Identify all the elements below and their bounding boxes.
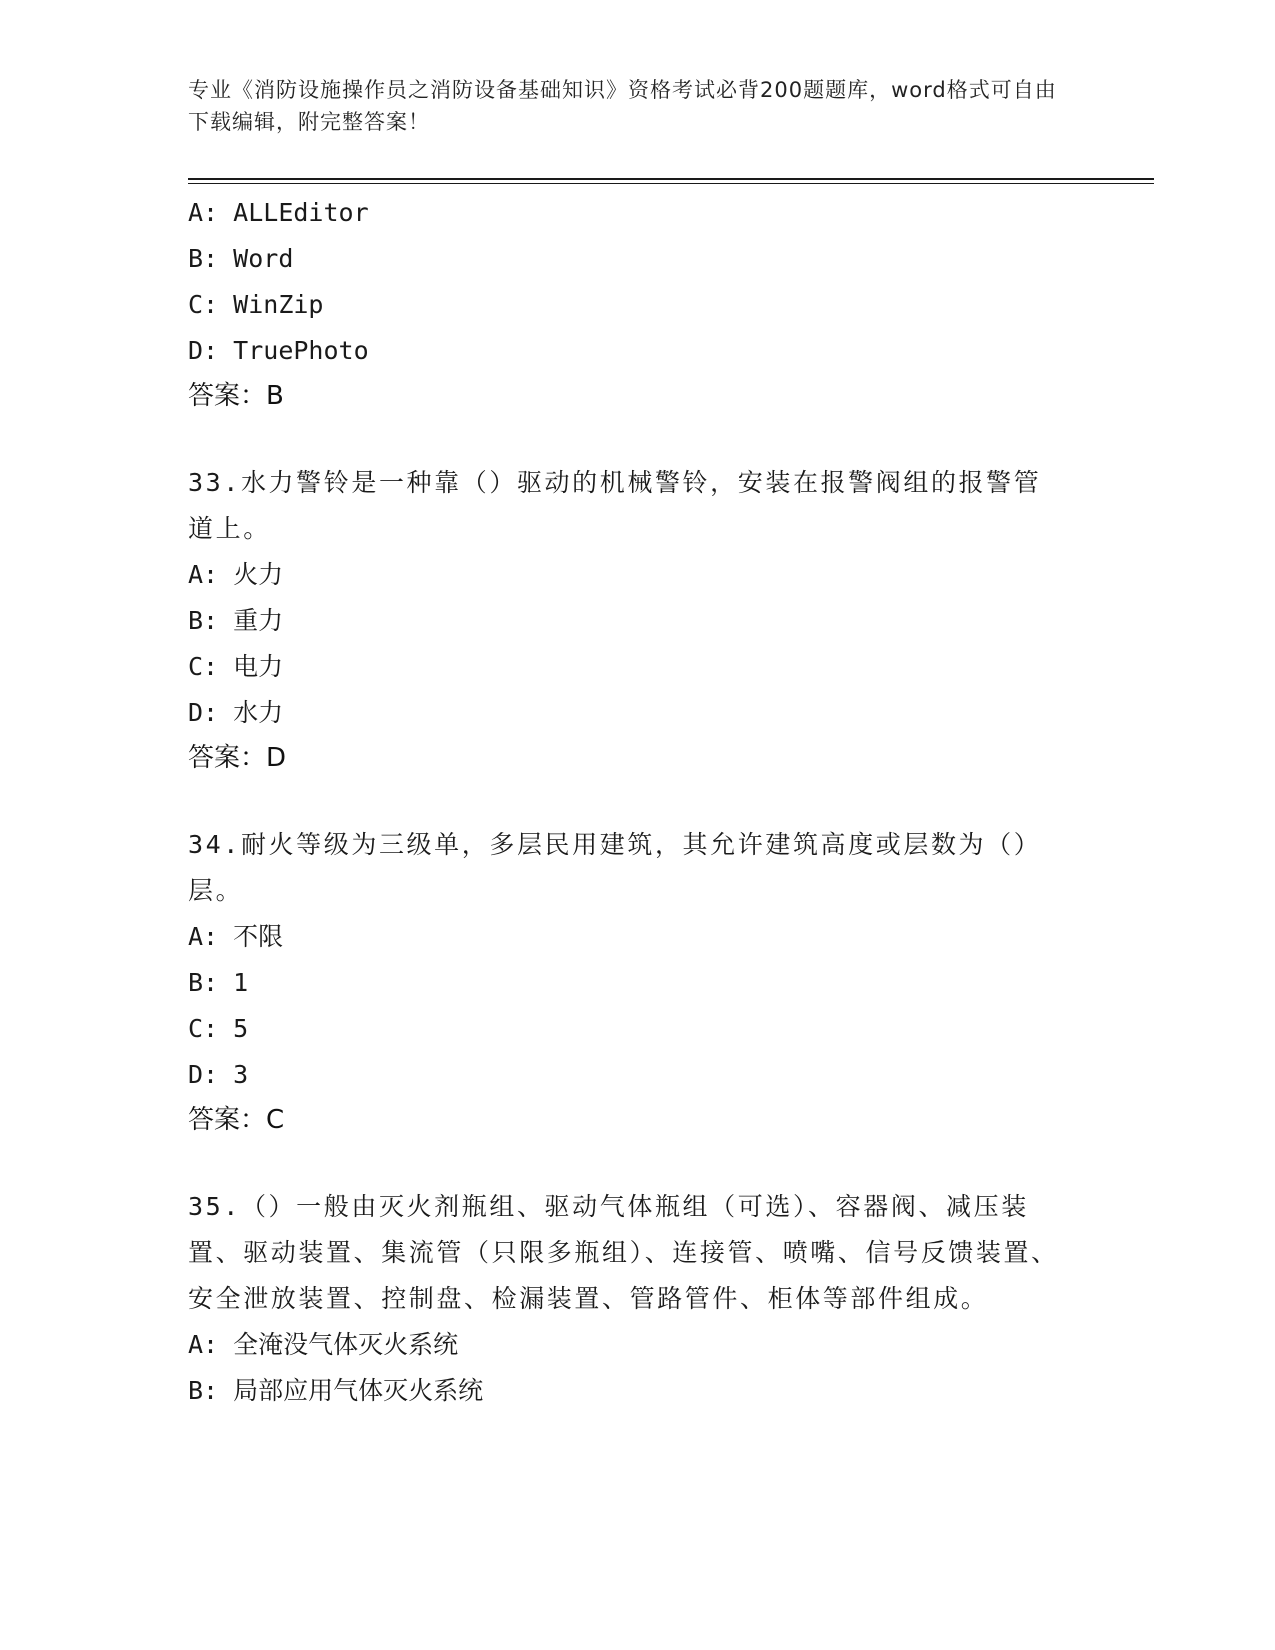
spacer (188, 1142, 1088, 1184)
option-text: 电力 (233, 652, 284, 681)
option-key: A: (188, 1330, 219, 1359)
option-text: 1 (233, 968, 249, 997)
option-text: 重力 (233, 606, 284, 635)
option-key: B: (188, 1376, 219, 1405)
option-c (188, 282, 1088, 328)
question-list (188, 190, 1088, 1414)
question-partial (188, 190, 1088, 418)
option-key: D: (188, 1060, 219, 1089)
question-text: 33.水力警铃是一种靠（）驱动的机械警铃，安装在报警阀组的报警管道上。 (188, 468, 1042, 543)
document-header: 专业《消防设施操作员之消防设备基础知识》资格考试必背200题题库，word格式可自由下载编辑，附完整答案！ (188, 78, 1057, 134)
option-b (188, 1368, 1088, 1414)
header-divider-thin (188, 183, 1154, 184)
option-b (188, 598, 1088, 644)
option-a (188, 914, 1088, 960)
option-b (188, 236, 1088, 282)
option-key: D: (188, 698, 219, 727)
option-key: C: (188, 290, 219, 319)
option-key: C: (188, 1014, 219, 1043)
option-a (188, 1322, 1088, 1368)
option-text: 局部应用气体灭火系统 (233, 1376, 484, 1405)
option-key: A: (188, 922, 219, 951)
option-a (188, 552, 1088, 598)
option-c (188, 1006, 1088, 1052)
option-d (188, 1052, 1088, 1098)
question-34 (188, 822, 1088, 1142)
spacer (188, 418, 1088, 460)
option-text: 火力 (233, 560, 284, 589)
option-text: 不限 (233, 922, 284, 951)
option-text: TruePhoto (233, 336, 369, 365)
option-text: WinZip (233, 290, 324, 319)
option-text: Word (233, 244, 294, 273)
answer-line: 答案：D (188, 743, 287, 773)
option-text: 水力 (233, 698, 284, 727)
question-33 (188, 460, 1088, 780)
question-35 (188, 1184, 1088, 1414)
question-text: 34.耐火等级为三级单，多层民用建筑，其允许建筑高度或层数为（）层。 (188, 830, 1042, 905)
option-d (188, 328, 1088, 374)
option-text: 全淹没气体灭火系统 (233, 1330, 459, 1359)
option-text: 5 (233, 1014, 249, 1043)
header-divider (188, 178, 1154, 180)
question-text: 35.（）一般由灭火剂瓶组、驱动气体瓶组（可选）、容器阀、减压装置、驱动装置、集流管（只限多瓶组）、连接管、喷嘴、信号反馈装置、安全泄放装置、控制盘、检漏装置、管路管件、柜体等部件组成。 (188, 1192, 1059, 1313)
option-key: B: (188, 606, 219, 635)
option-key: D: (188, 336, 219, 365)
option-a (188, 190, 1088, 236)
option-text: 3 (233, 1060, 249, 1089)
option-text: ALLEditor (233, 198, 369, 227)
option-key: B: (188, 244, 219, 273)
answer-line: 答案：C (188, 1105, 285, 1135)
option-key: C: (188, 652, 219, 681)
option-d (188, 690, 1088, 736)
option-key: A: (188, 560, 219, 589)
option-b (188, 960, 1088, 1006)
answer-line: 答案：B (188, 381, 284, 411)
option-key: B: (188, 968, 219, 997)
spacer (188, 780, 1088, 822)
option-key: A: (188, 198, 219, 227)
option-c (188, 644, 1088, 690)
